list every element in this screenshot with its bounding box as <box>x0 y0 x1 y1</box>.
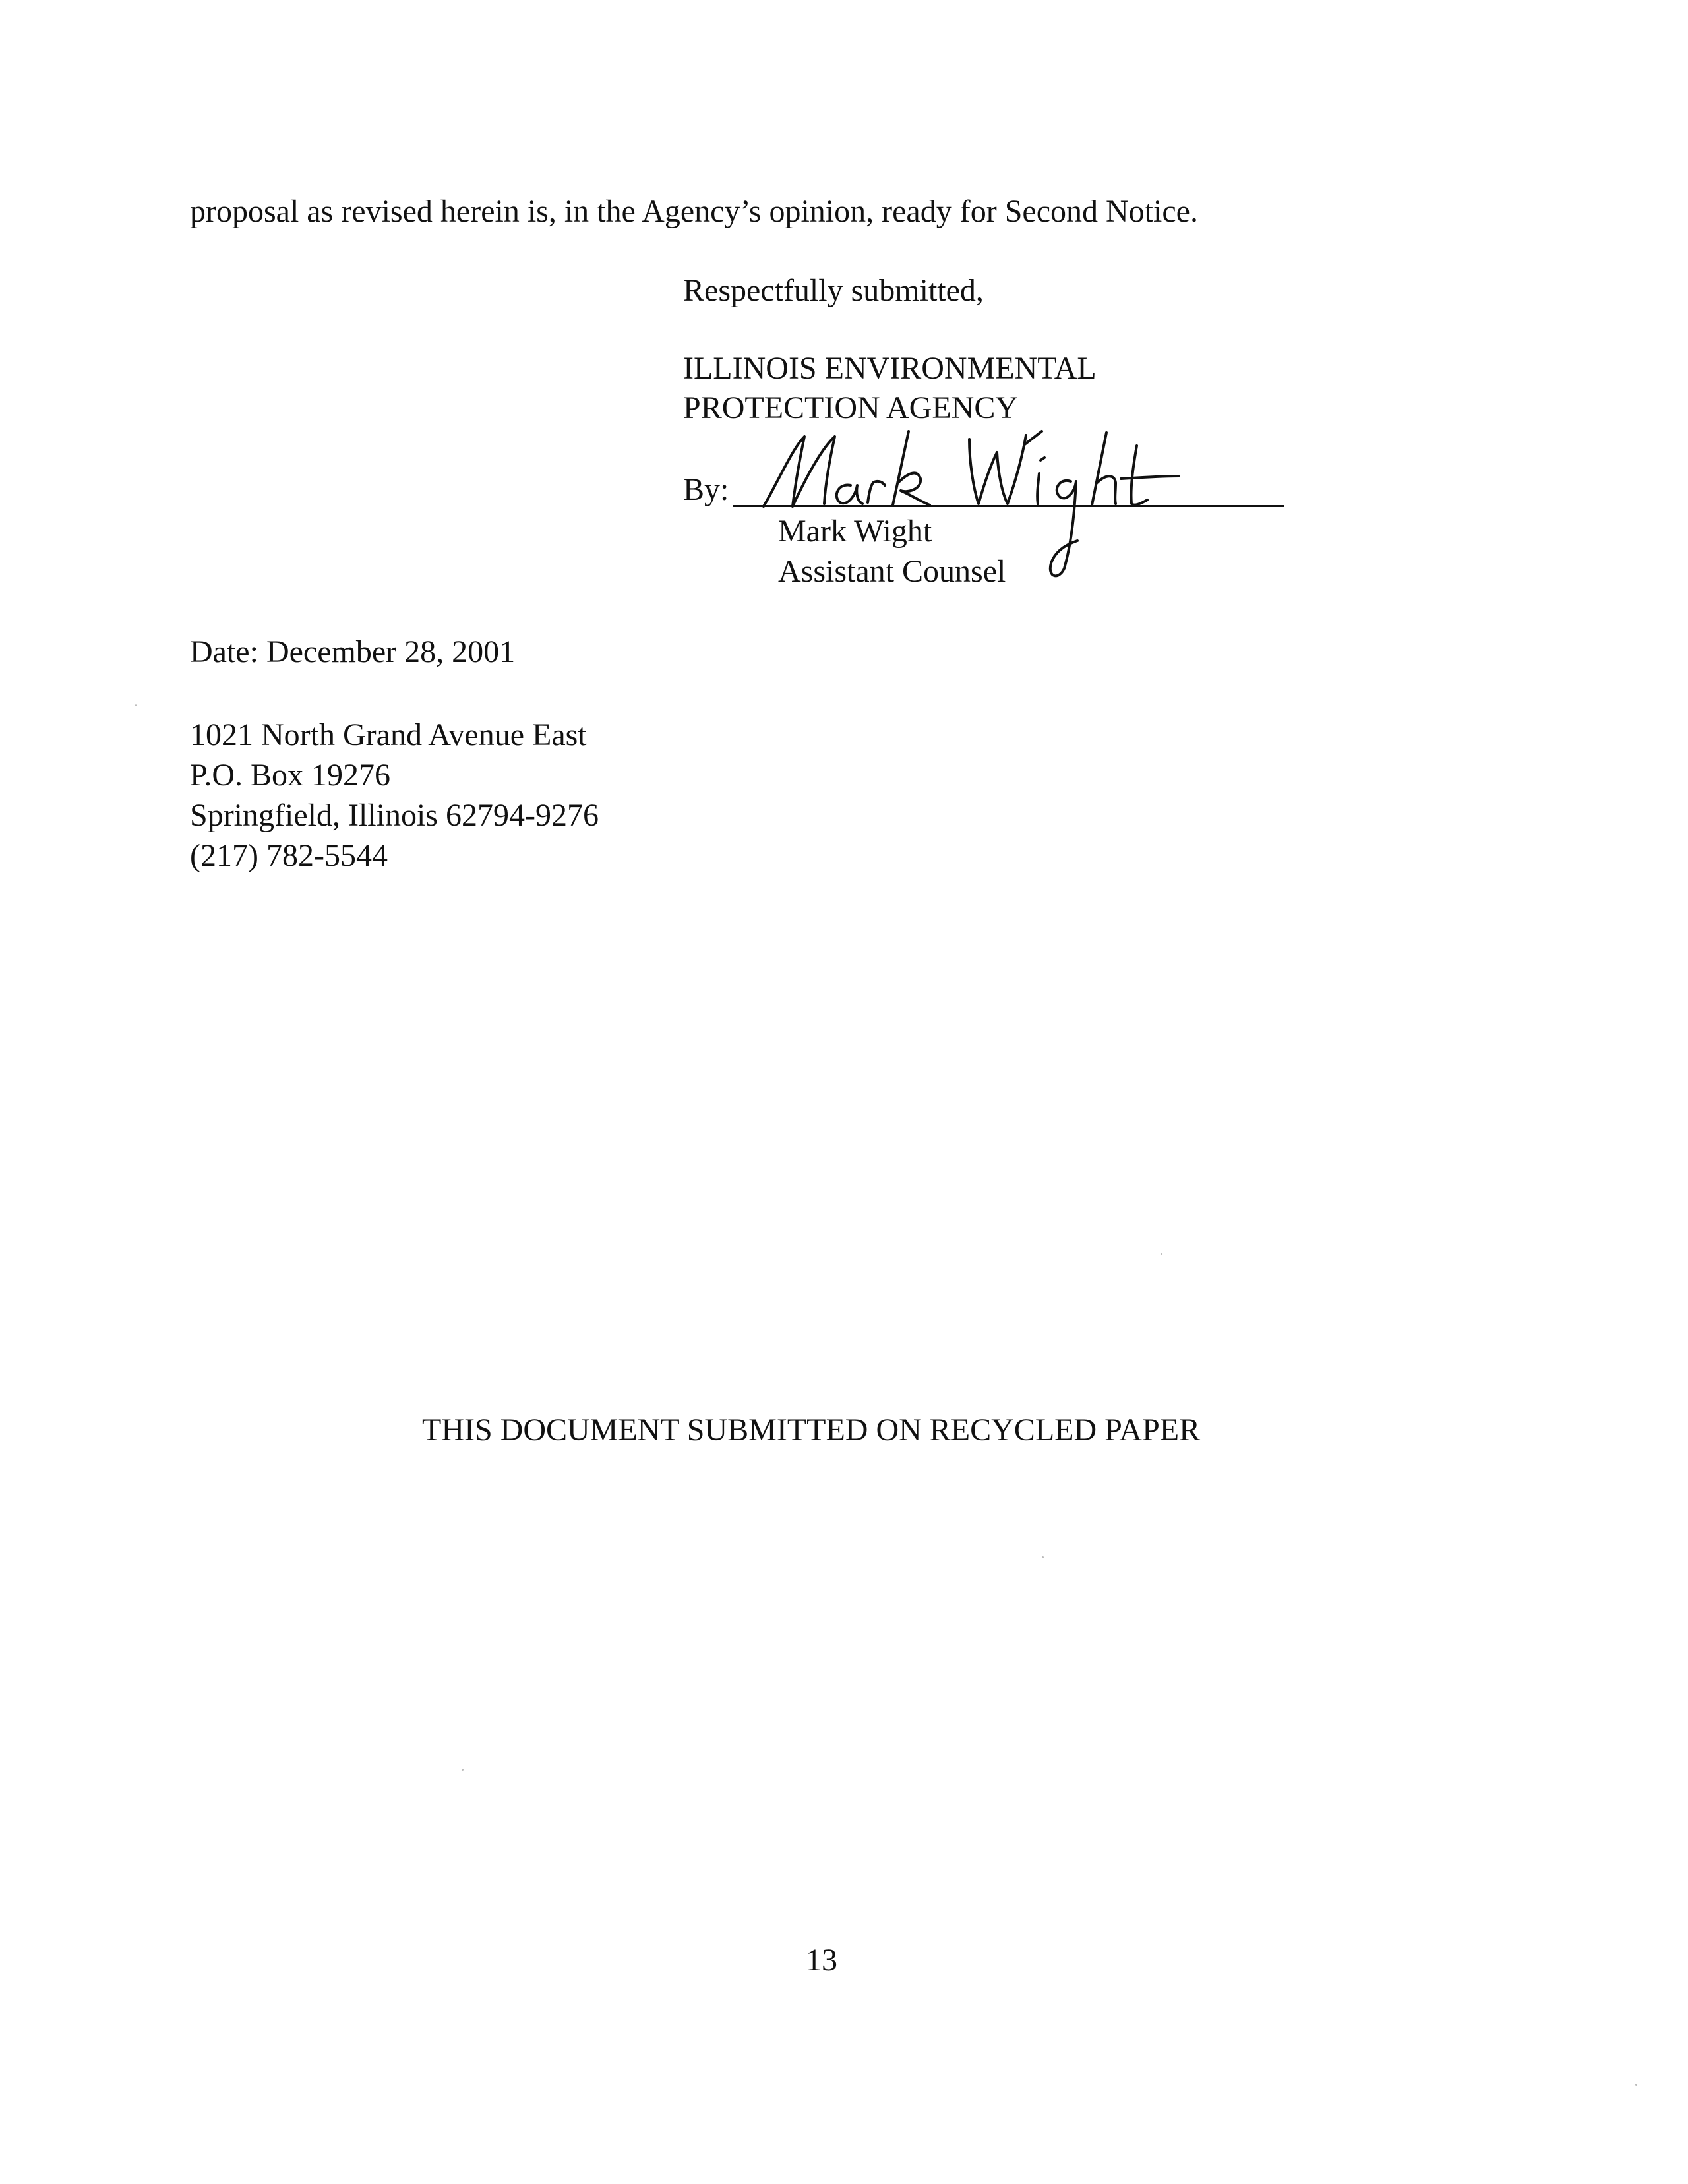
address-po-box: P.O. Box 19276 <box>190 758 391 793</box>
intro-paragraph-line: proposal as revised herein is, in the Agency’s opinion, ready for Second Notice. <box>190 194 1198 229</box>
signatory-name: Mark Wight <box>778 514 932 549</box>
address-city-state-zip: Springfield, Illinois 62794-9276 <box>190 798 599 833</box>
signatory-title: Assistant Counsel <box>778 554 1006 589</box>
recycled-paper-note: THIS DOCUMENT SUBMITTED ON RECYCLED PAPER <box>422 1412 1201 1447</box>
by-label: By: <box>683 472 729 507</box>
date-line: Date: December 28, 2001 <box>190 634 516 669</box>
organization-name-line1: ILLINOIS ENVIRONMENTAL <box>683 351 1097 386</box>
scan-speck <box>1042 1556 1044 1558</box>
scan-speck <box>1160 1253 1162 1255</box>
scan-speck <box>462 1769 464 1771</box>
address-phone: (217) 782-5544 <box>190 838 388 873</box>
closing-salutation: Respectfully submitted, <box>683 273 984 308</box>
scan-speck <box>1635 2084 1637 2086</box>
organization-name-line2: PROTECTION AGENCY <box>683 390 1019 425</box>
page-number: 13 <box>806 1943 837 1978</box>
scan-speck <box>135 704 137 706</box>
address-street: 1021 North Grand Avenue East <box>190 717 587 752</box>
